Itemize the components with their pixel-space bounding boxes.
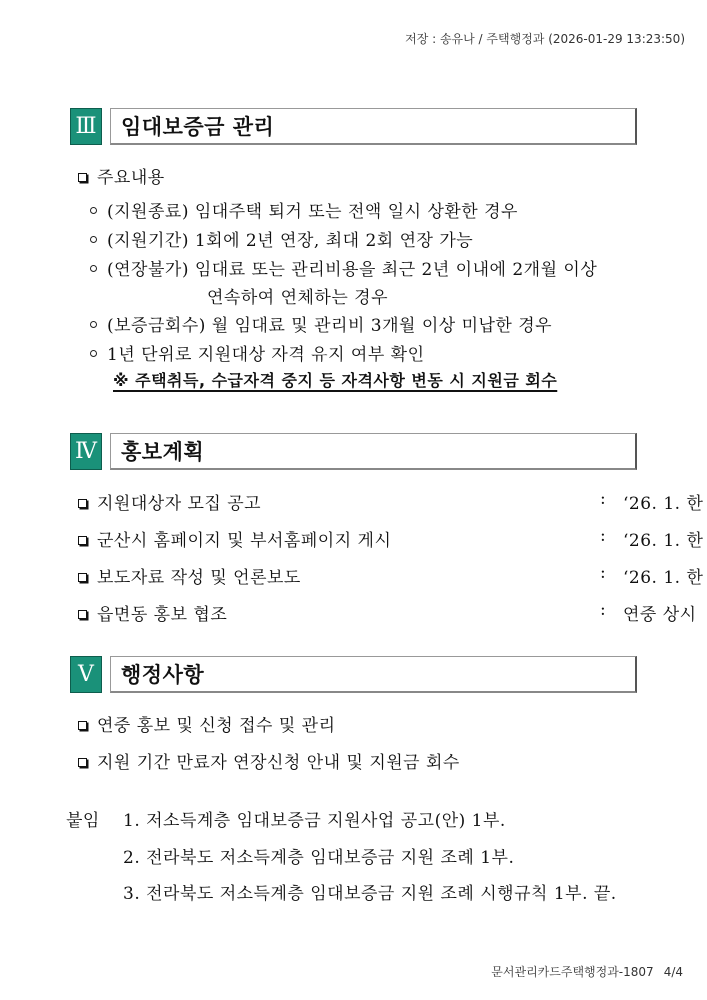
attachment-item: 2. 전라북도 저소득계층 임대보증금 지원 조례 1부. [123, 848, 515, 868]
square-bullet-icon [78, 721, 87, 730]
page-number: 4/4 [663, 965, 683, 979]
subheading: 주요내용 [78, 163, 165, 188]
plan-item: 군산시 홈페이지 및 부서홈페이지 게시 : ‘26. 1. 한 [78, 526, 658, 551]
square-bullet-icon [78, 610, 87, 619]
footer [491, 963, 683, 980]
section-5-heading [70, 656, 637, 693]
list-item: (보증금회수) 월 임대료 및 관리비 3개월 이상 미납한 경우 [90, 311, 552, 336]
square-bullet-icon [78, 173, 87, 182]
circle-bullet-icon [90, 265, 97, 272]
section-title: 홍보계획 [121, 440, 205, 464]
plan-schedule: ‘26. 1. 한 [623, 568, 704, 588]
list-item: (지원기간) 1회에 2년 연장, 최대 2회 연장 가능 [90, 226, 473, 251]
section-4-heading [70, 433, 637, 470]
section-title-box [110, 108, 637, 145]
section-title: 행정사항 [121, 663, 205, 687]
section-number: Ⅴ [70, 656, 102, 693]
section-title: 임대보증금 관리 [121, 115, 275, 139]
circle-bullet-icon [90, 321, 97, 328]
save-info: 저장 : 송유나 / 주택행정과 (2026-01-29 13:23:50) [405, 32, 685, 46]
plan-schedule: ‘26. 1. 한 [623, 531, 704, 551]
note: ※ 주택취득, 수급자격 중지 등 자격사항 변동 시 지원금 회수 [113, 371, 558, 390]
circle-bullet-icon [90, 236, 97, 243]
square-bullet-icon [78, 536, 87, 545]
section-title-box [110, 656, 637, 693]
plan-item: 읍면동 홍보 협조 : 연중 상시 [78, 600, 658, 625]
plan-item: 지원대상자 모집 공고 : ‘26. 1. 한 [78, 489, 658, 514]
list-item: (연장불가) 임대료 또는 관리비용을 최근 2년 이내에 2개월 이상 [90, 255, 597, 280]
list-item-continuation: 연속하여 연체하는 경우 [207, 288, 389, 308]
document-id: 문서관리카드주택행정과-1807 [491, 965, 654, 979]
list-item: 1년 단위로 지원대상 자격 유지 여부 확인 [90, 340, 425, 365]
plan-item: 보도자료 작성 및 언론보도 : ‘26. 1. 한 [78, 563, 658, 588]
circle-bullet-icon [90, 207, 97, 214]
section-number: Ⅳ [70, 433, 102, 470]
admin-item: 지원 기간 만료자 연장신청 안내 및 지원금 회수 [78, 748, 460, 773]
plan-schedule: ‘26. 1. 한 [623, 494, 704, 514]
square-bullet-icon [78, 499, 87, 508]
attachments-label: 붙임 [66, 811, 100, 831]
section-title-box [110, 433, 637, 470]
section-number: Ⅲ [70, 108, 102, 145]
square-bullet-icon [78, 573, 87, 582]
plan-schedule: 연중 상시 [623, 605, 697, 625]
attachment-item: 1. 저소득계층 임대보증금 지원사업 공고(안) 1부. [123, 811, 506, 831]
square-bullet-icon [78, 758, 87, 767]
admin-item: 연중 홍보 및 신청 접수 및 관리 [78, 711, 336, 736]
list-item: (지원종료) 임대주택 퇴거 또는 전액 일시 상환한 경우 [90, 197, 518, 222]
circle-bullet-icon [90, 350, 97, 357]
attachment-item: 3. 전라북도 저소득계층 임대보증금 지원 조례 시행규칙 1부. 끝. [123, 884, 617, 904]
section-3-heading [70, 108, 637, 145]
